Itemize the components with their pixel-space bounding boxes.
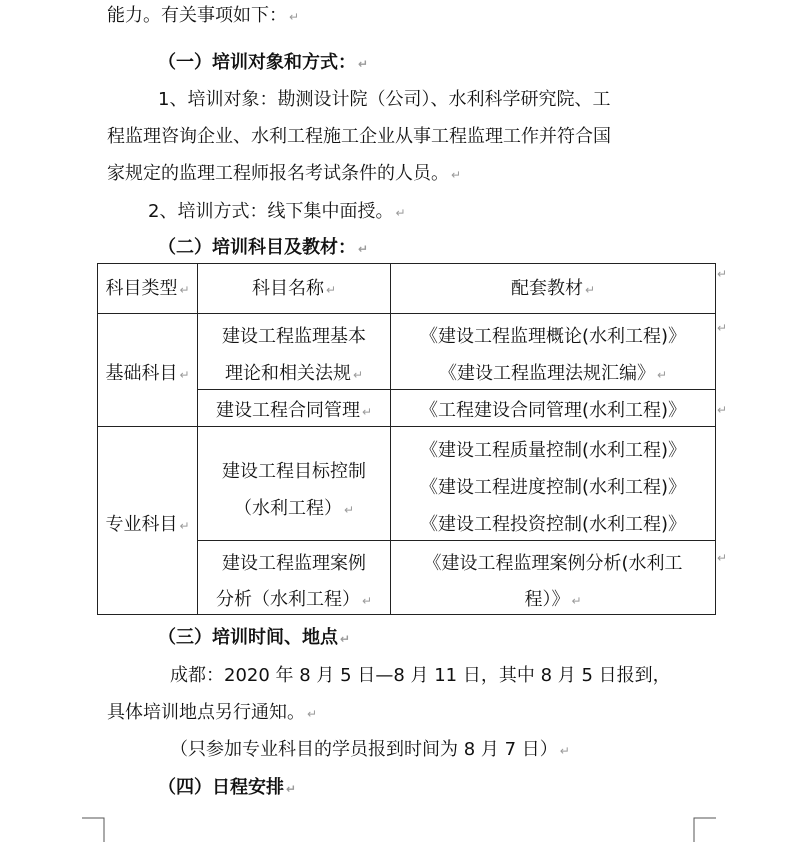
section-heading-1: （一）培训对象和方式： ↵	[158, 52, 369, 73]
table-cell-r1-name-line-2: 理论和相关法规 ↵	[224, 363, 364, 384]
table-cell-type-major: 专业科目 ↵	[105, 514, 190, 535]
table-cell-r4-book-2: 程）》 ↵	[524, 589, 582, 610]
table-cell-r1-name-line-1: 建设工程监理基本	[222, 326, 366, 347]
section-heading-4: （四）日程安排 ↵	[158, 777, 297, 798]
table-cell-r1-book-1: 《建设工程监理概论(水利工程)》	[419, 326, 687, 347]
paragraph-target-line-2: 程监理咨询企业、水利工程施工企业从事工程监理工作并符合国	[107, 126, 611, 147]
paragraph-intro: 能力。有关事项如下： ↵	[107, 5, 300, 26]
table-cell-r3-book-2: 《建设工程进度控制(水利工程)》	[419, 477, 687, 498]
paragraph-target-line-1: 1、培训对象：勘测设计院（公司）、水利科学研究院、工	[158, 89, 611, 110]
table-cell-r4-book-1: 《建设工程监理案例分析(水利工	[423, 553, 683, 574]
paragraph-time-line-2: 具体培训地点另行通知。 ↵	[107, 702, 318, 723]
row-end-mark: ↵	[717, 267, 728, 281]
section-heading-2: （二）培训科目及教材： ↵	[158, 237, 369, 258]
table-header-name: 科目名称 ↵	[251, 278, 337, 299]
paragraph-method: 2、培训方式：线下集中面授。 ↵	[148, 201, 406, 222]
table-cell-r3-name-line-2: （水利工程） ↵	[233, 498, 355, 519]
table-cell-r3-book-1: 《建设工程质量控制(水利工程)》	[419, 440, 687, 461]
row-end-mark: ↵	[717, 403, 728, 417]
table-header-textbook: 配套教材 ↵	[510, 278, 596, 299]
section-heading-3: （三）培训时间、地点 ↵	[158, 627, 351, 648]
row-end-mark: ↵	[717, 321, 728, 335]
table-cell-r4-name-line-1: 建设工程监理案例	[222, 553, 366, 574]
table-cell-r1-book-2: 《建设工程监理法规汇编》 ↵	[438, 363, 668, 384]
row-end-mark: ↵	[717, 551, 728, 565]
table-cell-r4-name-line-2: 分析（水利工程） ↵	[215, 589, 373, 610]
page-corner-mark-left	[82, 812, 108, 842]
table-cell-r3-name-line-1: 建设工程目标控制	[222, 461, 366, 482]
paragraph-note: （只参加专业科目的学员报到时间为 8 月 7 日） ↵	[170, 739, 570, 760]
table-cell-type-basic: 基础科目 ↵	[105, 363, 190, 384]
paragraph-target-line-3: 家规定的监理工程师报名考试条件的人员。 ↵	[107, 163, 462, 184]
table-cell-r3-book-3: 《建设工程投资控制(水利工程)》	[419, 514, 687, 535]
table-header-type: 科目类型 ↵	[105, 278, 190, 299]
course-table	[97, 263, 728, 615]
table-cell-r2-book: 《工程建设合同管理(水利工程)》	[419, 400, 687, 421]
table-cell-r2-name: 建设工程合同管理 ↵	[215, 400, 373, 421]
page-corner-mark-right	[692, 812, 718, 842]
paragraph-time-line-1: 成都：2020 年 8 月 5 日—8 月 11 日，其中 8 月 5 日报到，	[170, 665, 671, 686]
